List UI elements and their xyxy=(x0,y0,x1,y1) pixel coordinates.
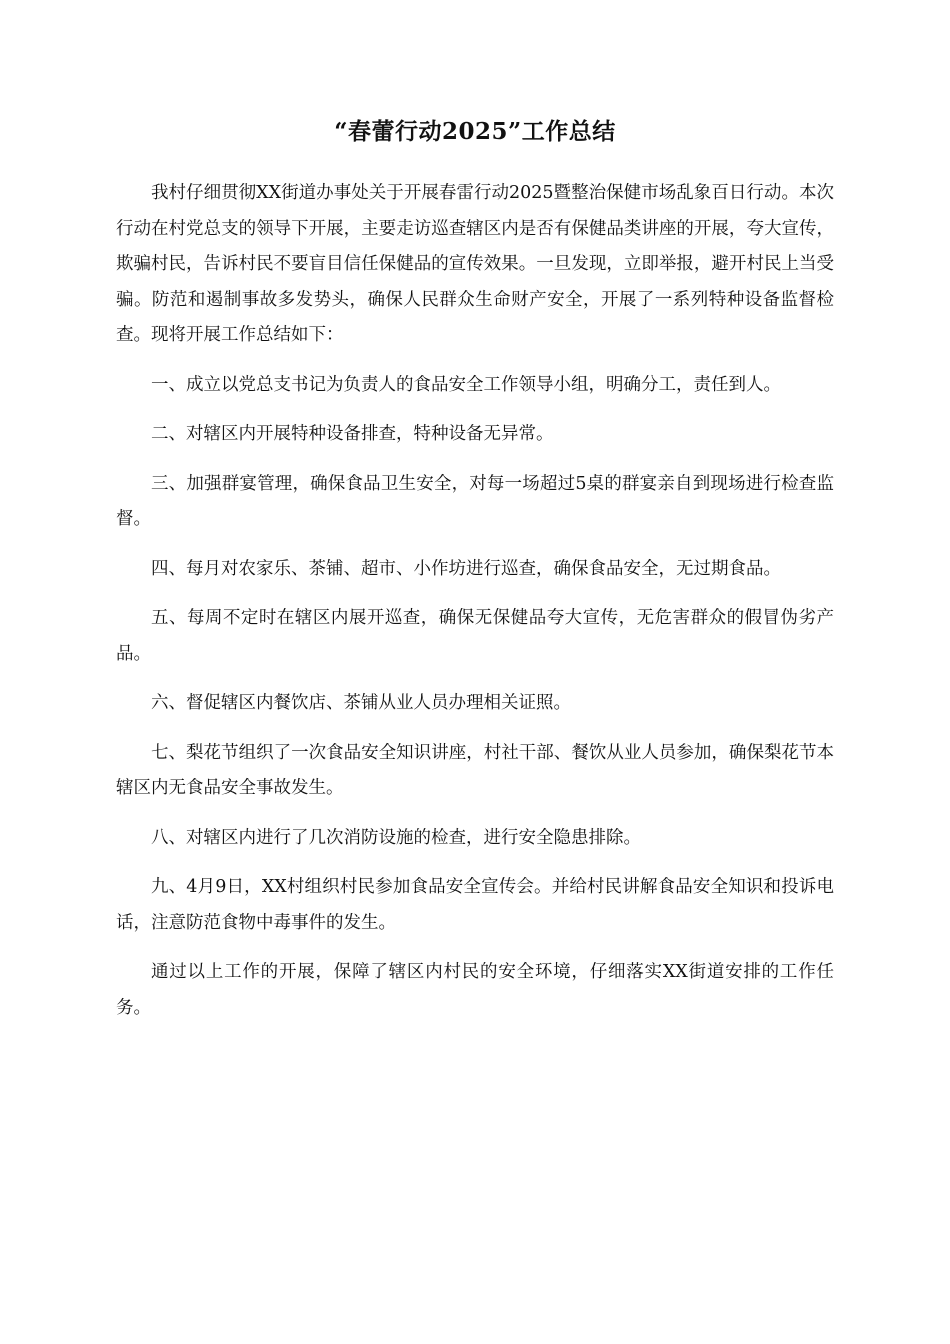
paragraph-intro: 我村仔细贯彻XX街道办事处关于开展春雷行动2025暨整治保健市场乱象百日行动。本次行动在村党总支的领导下开展，主要走访巡查辖区内是否有保健品类讲座的开展，夸大宣传，欺骗村民，告诉村民不要盲目信任保健品的宣传效果。一旦发现，立即举报，避开村民上当受骗。防范和遏制事故多发势头，确保人民群众生命财产安全，开展了一系列特种设备监督检查。现将开展工作总结如下： xyxy=(116,183,834,345)
paragraph-conclusion: 通过以上工作的开展，保障了辖区内村民的安全环境，仔细落实XX街道安排的工作任务。 xyxy=(116,962,834,1018)
document-title: “春蕾行动2025”工作总结 xyxy=(334,118,616,145)
paragraph-item-3: 三、加强群宴管理，确保食品卫生安全，对每一场超过5桌的群宴亲自到现场进行检查监督。 xyxy=(116,473,834,529)
paragraph-item-2: 二、对辖区内开展特种设备排查，特种设备无异常。 xyxy=(151,424,554,444)
paragraph-item-6: 六、督促辖区内餐饮店、茶铺从业人员办理相关证照。 xyxy=(151,693,571,713)
paragraph-item-9: 九、4月9日，XX村组织村民参加食品安全宣传会。并给村民讲解食品安全知识和投诉电话，注意防范食物中毒事件的发生。 xyxy=(116,877,834,933)
paragraph-item-7: 七、梨花节组织了一次食品安全知识讲座，村社干部、餐饮从业人员参加，确保梨花节本辖区内无食品安全事故发生。 xyxy=(116,742,834,798)
paragraph-item-4: 四、每月对农家乐、茶铺、超市、小作坊进行巡查，确保食品安全，无过期食品。 xyxy=(151,558,781,579)
paragraph-item-1: 一、成立以党总支书记为负责人的食品安全工作领导小组，明确分工，责任到人。 xyxy=(151,374,781,395)
document-body xyxy=(116,176,834,1040)
paragraph-item-8: 八、对辖区内进行了几次消防设施的检查，进行安全隐患排除。 xyxy=(151,827,641,848)
paragraph-item-5: 五、每周不定时在辖区内展开巡查，确保无保健品夸大宣传，无危害群众的假冒伪劣产品。 xyxy=(116,608,834,664)
